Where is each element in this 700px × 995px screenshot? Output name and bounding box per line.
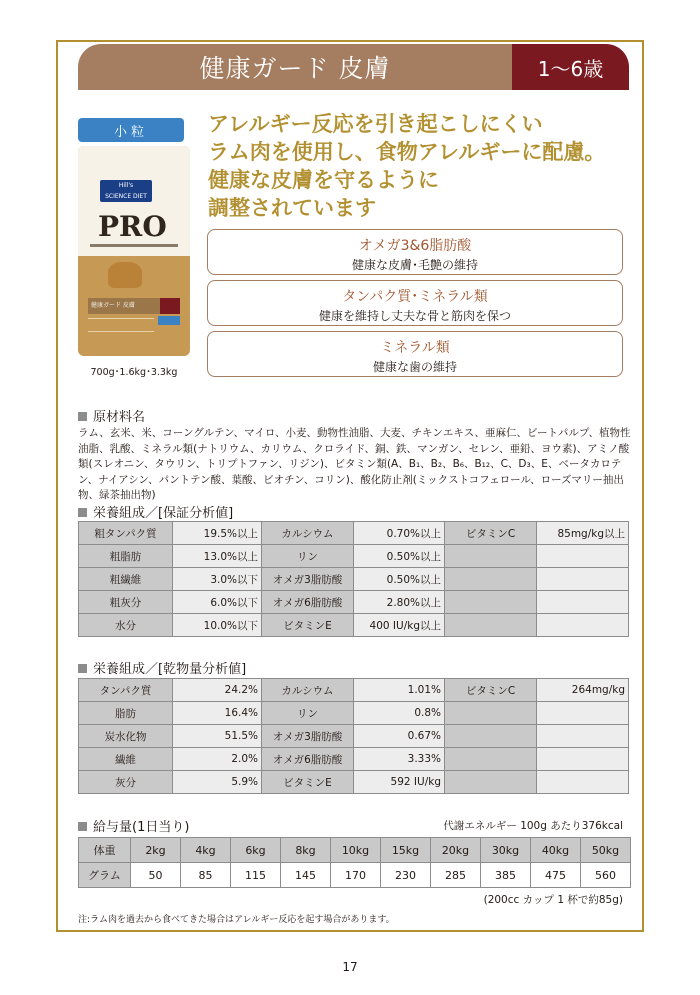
nutrient-value: 13.0%以上 — [173, 545, 262, 568]
feeding-row-label: 体重 — [79, 838, 131, 863]
nutrient-value: 592 IU/kg — [354, 771, 445, 794]
package-weights: 700g･1.6kg･3.3kg — [90, 367, 178, 378]
nutrient-label: 水分 — [79, 614, 173, 637]
feeding-row-label: グラム — [79, 863, 131, 888]
guaranteed-analysis-table — [78, 521, 629, 637]
nutrient-label: オメガ6脂肪酸 — [262, 591, 354, 614]
nutrient-label: ビタミンC — [445, 522, 537, 545]
nutrient-value: 10.0%以下 — [173, 614, 262, 637]
table-row — [79, 591, 629, 614]
nutrient-value: 1.01% — [354, 679, 445, 702]
body-weight-cell: 50kg — [581, 838, 631, 863]
feature-protein-mineral: タンパク質･ミネラル類 健康を維持し丈夫な骨と筋肉を保つ — [207, 280, 623, 326]
kibble-size-badge: 小粒 — [78, 118, 184, 142]
table-row — [79, 545, 629, 568]
feeding-gram-row — [79, 863, 631, 888]
nutrient-label: 粗タンパク質 — [79, 522, 173, 545]
gram-cell: 230 — [381, 863, 431, 888]
square-bullet-icon — [78, 412, 87, 421]
nutrient-label: ビタミンE — [262, 614, 354, 637]
package-tagline — [90, 244, 178, 247]
nutrient-label: 繊維 — [79, 748, 173, 771]
nutrient-label: リン — [262, 545, 354, 568]
table-row — [79, 679, 629, 702]
gram-cell: 50 — [131, 863, 181, 888]
nutrient-value — [537, 771, 629, 794]
body-weight-cell: 8kg — [281, 838, 331, 863]
product-title: 健康ガード 皮膚 — [78, 44, 512, 90]
nutrient-value: 0.50%以上 — [354, 545, 445, 568]
nutrient-value: 3.33% — [354, 748, 445, 771]
pro-logo: PRO — [98, 210, 167, 243]
nutrient-label: 粗灰分 — [79, 591, 173, 614]
nutrient-value — [537, 725, 629, 748]
nutrient-value: 2.0% — [173, 748, 262, 771]
nutrient-value: 3.0%以下 — [173, 568, 262, 591]
gram-cell: 170 — [331, 863, 381, 888]
footnote: 注:ラム肉を過去から食べてきた場合はアレルギー反応を起す場合があります。 — [78, 915, 395, 925]
ingredients-text: ラム、玄米、米、コーングルテン、マイロ、小麦、動物性油脂、大麦、チキンエキス、亜麻仁、ビートパルプ、植物性油脂、乳酸、ミネラル類(ナトリウム、カリウム、クロライド、銅、鉄、マンガン、セレン、亜鉛、ヨウ素)、アミノ酸類(スレオニン、タウリン、トリプトファン、リジン)、ビタミン類(A、B₁、B₂、B₆、B₁₂、C、D₃、E、ベータカロテン、ナイアシン、パントテン酸、葉酸、ビオチン、コリン)、酸化防止剤(ミックストコフェロール、ローズマリー抽出物、緑茶抽出物) — [78, 427, 631, 501]
gram-cell: 115 — [231, 863, 281, 888]
nutrient-label — [445, 614, 537, 637]
gram-cell: 85 — [181, 863, 231, 888]
nutrient-label — [445, 568, 537, 591]
gram-cell: 560 — [581, 863, 631, 888]
package-label: 健康ガード 皮膚 — [88, 298, 180, 314]
nutrient-value: 0.67% — [354, 725, 445, 748]
table-row — [79, 614, 629, 637]
package-size-tag — [158, 316, 180, 325]
nutrient-value: 0.70%以上 — [354, 522, 445, 545]
nutrient-value: 16.4% — [173, 702, 262, 725]
product-package-image — [78, 146, 190, 356]
nutrient-label: ビタミンC — [445, 679, 537, 702]
nutrient-label — [445, 545, 537, 568]
energy-note: 代謝エネルギー 100g あたり376kcal — [443, 820, 623, 832]
square-bullet-icon — [78, 822, 87, 831]
body-weight-cell: 4kg — [181, 838, 231, 863]
body-weight-cell: 40kg — [531, 838, 581, 863]
nutrient-value: 400 IU/kg以上 — [354, 614, 445, 637]
nutrient-label — [445, 748, 537, 771]
nutrient-value: 264mg/kg — [537, 679, 629, 702]
nutrient-label: 炭水化物 — [79, 725, 173, 748]
age-range: 1〜6歳 — [512, 44, 629, 90]
nutrient-value — [537, 748, 629, 771]
square-bullet-icon — [78, 508, 87, 517]
body-weight-cell: 15kg — [381, 838, 431, 863]
nutrient-value: 51.5% — [173, 725, 262, 748]
nutrient-label: オメガ6脂肪酸 — [262, 748, 354, 771]
page-number: 17 — [342, 960, 358, 974]
dry-matter-table — [78, 678, 629, 794]
nutrient-value: 0.50%以上 — [354, 568, 445, 591]
feature-mineral: ミネラル類 健康な歯の維持 — [207, 331, 623, 377]
gram-cell: 145 — [281, 863, 331, 888]
header-bar — [78, 44, 629, 90]
gram-cell: 385 — [481, 863, 531, 888]
nutrient-label — [445, 771, 537, 794]
nutrient-value: 5.9% — [173, 771, 262, 794]
body-weight-cell: 30kg — [481, 838, 531, 863]
nutrient-value: 0.8% — [354, 702, 445, 725]
package-age-tag — [160, 298, 180, 314]
nutrient-value: 85mg/kg以上 — [537, 522, 629, 545]
nutrient-label — [445, 591, 537, 614]
dog-icon — [108, 262, 142, 288]
cup-note: (200cc カップ 1 杯で約85g) — [483, 894, 623, 906]
table-row — [79, 702, 629, 725]
nutrient-label: オメガ3脂肪酸 — [262, 725, 354, 748]
feeding-title: 給与量(1日当り) — [78, 816, 189, 835]
brand-logo: Hill's SCIENCE DIET — [100, 180, 152, 202]
nutrient-label: 脂肪 — [79, 702, 173, 725]
nutrient-value: 19.5%以上 — [173, 522, 262, 545]
nutrient-value: 6.0%以下 — [173, 591, 262, 614]
gram-cell: 475 — [531, 863, 581, 888]
table-row — [79, 748, 629, 771]
nutrient-label: タンパク質 — [79, 679, 173, 702]
body-weight-cell: 10kg — [331, 838, 381, 863]
nutrient-value: 2.80%以上 — [354, 591, 445, 614]
nutrient-value — [537, 614, 629, 637]
guaranteed-title: 栄養組成／[保証分析値] — [78, 502, 233, 521]
dry-matter-title: 栄養組成／[乾物量分析値] — [78, 658, 246, 677]
feeding-weight-row — [79, 838, 631, 863]
nutrient-value — [537, 702, 629, 725]
nutrient-value — [537, 545, 629, 568]
table-row — [79, 568, 629, 591]
nutrient-label — [445, 725, 537, 748]
ingredients-title: 原材料名 — [78, 406, 145, 425]
body-weight-cell: 6kg — [231, 838, 281, 863]
nutrient-label: 灰分 — [79, 771, 173, 794]
table-row — [79, 771, 629, 794]
nutrient-value: 24.2% — [173, 679, 262, 702]
feeding-table — [78, 837, 631, 888]
square-bullet-icon — [78, 664, 87, 673]
nutrient-label: 粗繊維 — [79, 568, 173, 591]
nutrient-label: カルシウム — [262, 679, 354, 702]
nutrient-label: 粗脂肪 — [79, 545, 173, 568]
body-weight-cell: 20kg — [431, 838, 481, 863]
table-row — [79, 522, 629, 545]
body-weight-cell: 2kg — [131, 838, 181, 863]
nutrient-label — [445, 702, 537, 725]
table-row — [79, 725, 629, 748]
nutrient-label: リン — [262, 702, 354, 725]
nutrient-label: オメガ3脂肪酸 — [262, 568, 354, 591]
feature-omega: オメガ3&6脂肪酸 健康な皮膚･毛艶の維持 — [207, 229, 623, 275]
nutrient-label: ビタミンE — [262, 771, 354, 794]
package-fineprint — [88, 318, 154, 332]
nutrient-value — [537, 591, 629, 614]
nutrient-value — [537, 568, 629, 591]
headline: アレルギー反応を引き起こしにくい ラム肉を使用し、食物アレルギーに配慮。 健康な皮膚を守るように 調整されています — [208, 112, 606, 220]
gram-cell: 285 — [431, 863, 481, 888]
nutrient-label: カルシウム — [262, 522, 354, 545]
